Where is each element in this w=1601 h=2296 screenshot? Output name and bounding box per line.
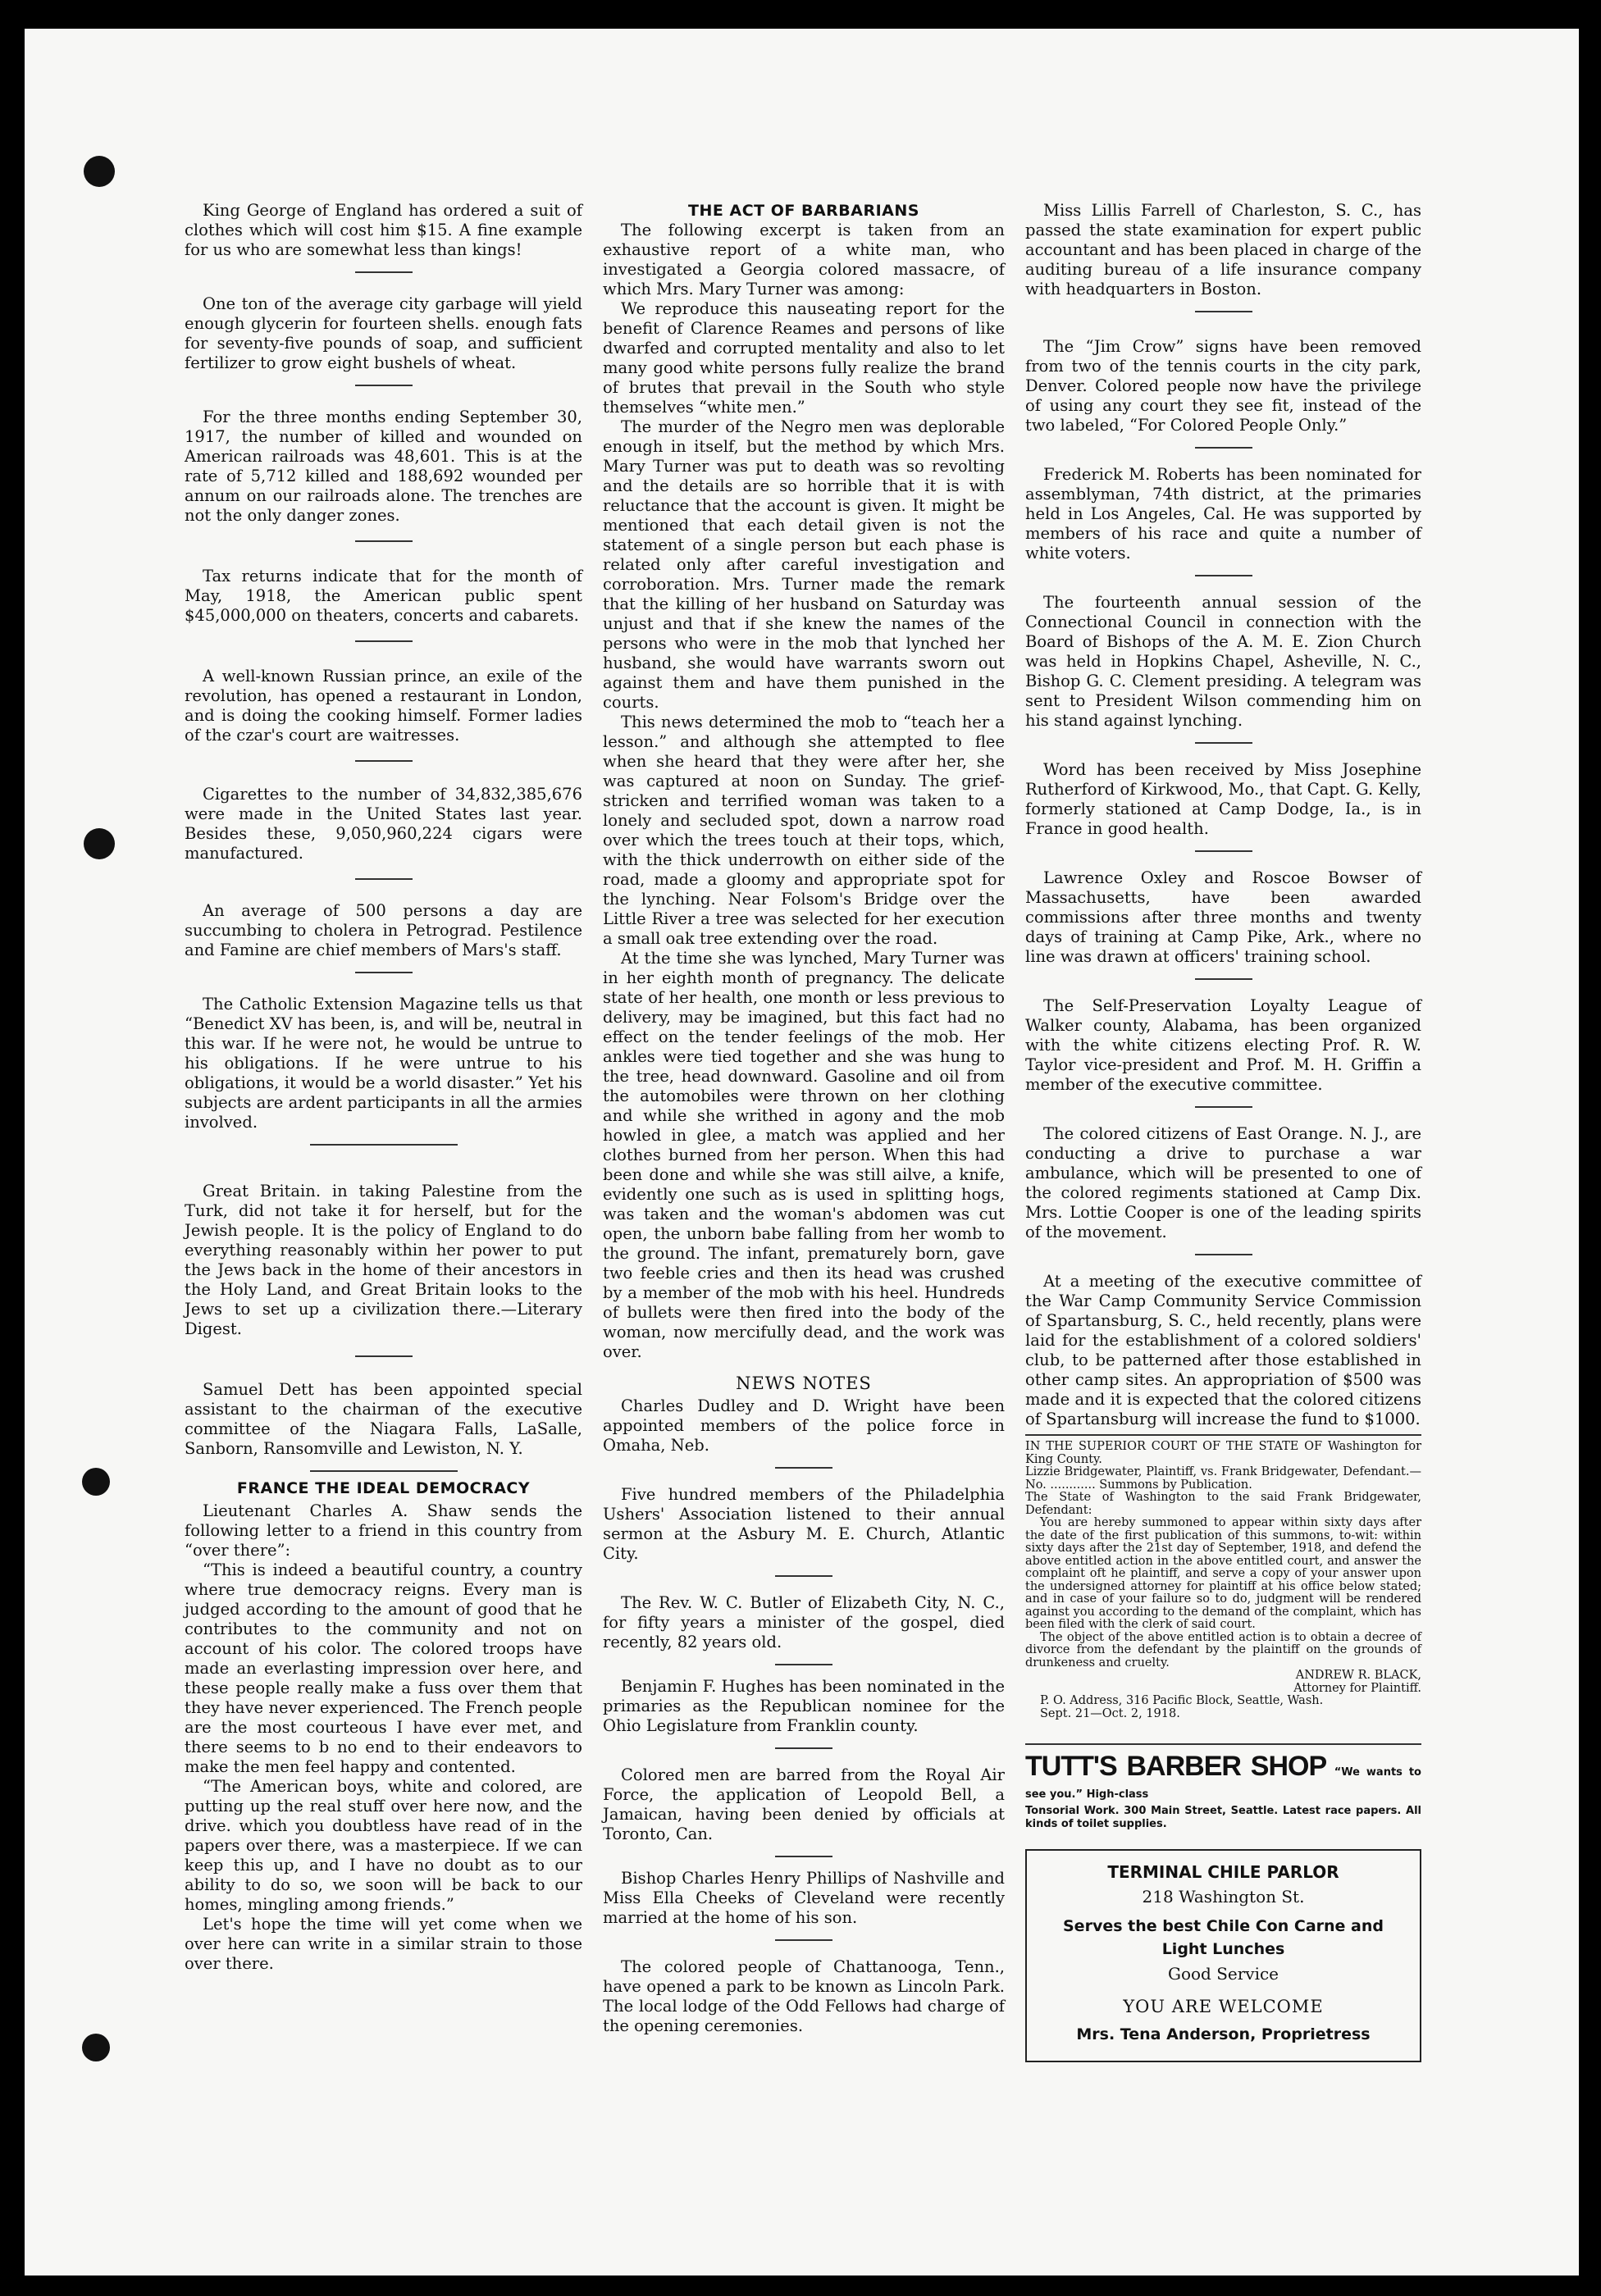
punch-hole bbox=[82, 1468, 110, 1496]
column-left bbox=[185, 201, 582, 1974]
news-item: Colored men are barred from the Royal Air Force, the application of Leopold Bell, a Jamaican, having been denied by officials at Toronto, Can. bbox=[603, 1765, 1005, 1843]
divider bbox=[355, 540, 413, 542]
article: Miss Lillis Farrell of Charleston, S. C., has passed the state examination for expert public accountant and has been placed in charge of the auditing bureau of a life insurance company with headquarters in Boston. bbox=[1025, 201, 1421, 298]
column-right bbox=[1025, 201, 1421, 2062]
divider bbox=[355, 760, 413, 762]
divider bbox=[1195, 850, 1252, 852]
divider bbox=[1195, 742, 1252, 744]
punch-hole bbox=[82, 2034, 110, 2061]
article-barbarians: The following excerpt is taken from an exhaustive report of a white man, who investigated a Georgia colored massacre, of which Mrs. Mary Turner was among: We reproduce this nauseating report for the benefit of Clarence Reames and persons of like dwarfed and corrupted mentality and also to let many good white persons fully realize the brand of brutes that prevail in the South who style themselves “white men.” The murder of the Negro men was deplorable enough in itself, but the method by which Mrs. Mary Turner was put to death was so revolting and the details are so horrible that it is with reluctance that the account is given. It might be mentioned that each detail given is not the statement of a single person but each phase is related only after careful investigation and corroboration. Mrs. Turner made the remark that the killing of her husband on Saturday was unjust and that if she knew the names of the persons who were in the mob that lynched her husband, she would have warrants sworn out against them and have them punished in the courts. This news determined the mob to “teach her a lesson.” and although she attempted to flee when she heard that they were after her, she was captured at noon on Sunday. The grief-stricken and terrified woman was taken to a lonely and secluded spot, down a narrow road over which the trees touch at their tops, which, with the thick underrowth on either side of the road, made a gloomy and appropriate spot for the lynching. Near Folsom's Bridge over the Little River a tree was selected for her execution a small oak tree extending over the road. At the time she was lynched, Mary Turner was in her eighth month of pregnancy. The delicate state of her health, one month or less previous to delivery, may be imagined, but this fact had no effect on the tender feelings of the mob. Her ankles were tied together and she was hung to the tree, head downward. Gasoline and oil from the automobiles were thrown on her clothing and while she writhed in agony and the mob howled in glee, a match was applied and her clothes burned from her person. When this had been done and while she was still ailve, a knife, evidently one such as is used in splitting hogs, was taken and the woman's abdomen was cut open, the unborn babe falling from her womb to the ground. The infant, prematurely born, gave two feeble cries and then its head was crushed by a member of the mob with his heel. Hundreds of bullets were then fired into the body of the woman, now mercifully dead, and the work was over. bbox=[603, 221, 1005, 1361]
divider bbox=[1195, 447, 1252, 449]
divider bbox=[775, 1467, 832, 1469]
divider bbox=[355, 878, 413, 880]
ad-service: Good Service bbox=[1167, 1964, 1279, 1984]
divider bbox=[775, 1575, 832, 1577]
divider bbox=[355, 1355, 413, 1357]
ad-line: Serves the best Chile Con Carne and bbox=[1063, 1917, 1384, 1935]
ad-address: 218 Washington St. bbox=[1142, 1887, 1305, 1906]
article: Frederick M. Roberts has been nominated for assemblyman, 74th district, at the primaries held in Los Angeles, Cal. He was supported by members of his race and quite a number of white voters. bbox=[1025, 465, 1421, 563]
headline-barbarians: THE ACT OF BARBARIANS bbox=[688, 202, 919, 220]
article: An average of 500 persons a day are succumbing to cholera in Petrograd. Pestilence and Famine are chief members of Mars's staff. bbox=[185, 901, 582, 959]
divider bbox=[775, 1664, 832, 1665]
ad-title: TERMINAL CHILE PARLOR bbox=[1107, 1862, 1339, 1882]
article-france: Lieutenant Charles A. Shaw sends the following letter to a friend in this country from “over there”: “This is indeed a beautiful country, a country where true democracy reigns. Every man is judged according to the amount of good that he contributes to the community and not on account of his color. The colored troops have made an everlasting impression over here, and these people really make a fuss over them that they have never experienced. The French people are the most courteous I have ever met, and there seems to b no end to their endeavors to make the men feel happy and contented. “The American boys, white and colored, are putting up the real stuff over here now, and the drive. which you doubtless have read of in the papers over there, was a masterpiece. If we can keep this up, and I have no doubt as to our ability to do so, we soon will be back to our homes, mingling among friends.” Let's hope the time will yet come when we over here can write in a similar strain to those over there. bbox=[185, 1501, 582, 1973]
article: Samuel Dett has been appointed special assistant to the chairman of the executive committee of the Niagara Falls, LaSalle, Sanborn, Ransomville and Lewiston, N. Y. bbox=[185, 1380, 582, 1458]
article: The colored citizens of East Orange. N. J., are conducting a drive to purchase a war ambulance, which will be presented to one of the colored regiments stationed at Camp Dix. Mrs. Lottie Cooper is one of the leading spirits of the movement. bbox=[1025, 1124, 1421, 1241]
news-item: The colored people of Chattanooga, Tenn., have opened a park to be known as Lincoln Park. The local lodge of the Odd Fellows had charge of the opening ceremonies. bbox=[603, 1957, 1005, 2035]
divider bbox=[355, 972, 413, 973]
barber-shop-tagline: “We wants to see you.” High-class bbox=[1025, 1766, 1421, 1801]
article: A well-known Russian prince, an exile of the revolution, has opened a restaurant in London, and is doing the cooking himself. Former ladies of the czar's court are waitresses. bbox=[185, 667, 582, 745]
news-item: The Rev. W. C. Butler of Elizabeth City, N. C., for fifty years a minister of the gospel, died recently, 82 years old. bbox=[603, 1593, 1005, 1651]
divider bbox=[310, 1470, 458, 1472]
article: Lawrence Oxley and Roscoe Bowser of Massachusetts, have been awarded commissions after three months and twenty days of training at Camp Pike, Ark., where no line was drawn at officers' training school. bbox=[1025, 868, 1421, 966]
news-item: Bishop Charles Henry Phillips of Nashville and Miss Ella Cheeks of Cleveland were recently married at the home of his son. bbox=[603, 1869, 1005, 1927]
article: The “Jim Crow” signs have been removed from two of the tennis courts in the city park, Denver. Colored people now have the privilege of using any court they see fit, instead of the two labeled, “For Colored People Only.” bbox=[1025, 337, 1421, 435]
news-notes-heading: NEWS NOTES bbox=[736, 1374, 872, 1393]
article: The fourteenth annual session of the Connectional Council in connection with the Board of Bishops of the A. M. E. Zion Church was held in Hopkins Chapel, Asheville, N. C., Bishop G. C. Clement presiding. A telegram was sent to President Wilson commending him on his stand against lynching. bbox=[1025, 593, 1421, 730]
divider bbox=[1195, 978, 1252, 980]
divider bbox=[1195, 1254, 1252, 1255]
divider bbox=[310, 1144, 458, 1146]
divider bbox=[355, 385, 413, 386]
newspaper-page bbox=[25, 29, 1579, 2276]
chile-parlor-ad bbox=[1025, 1849, 1421, 2062]
article: One ton of the average city garbage will yield enough glycerin for fourteen shells. enough fats for seventy-five pounds of soap, and sufficient fertilizer to grow eight bushels of wheat. bbox=[185, 294, 582, 372]
barber-shop-ad bbox=[1025, 1743, 1421, 1831]
ad-line: Light Lunches bbox=[1161, 1940, 1285, 1958]
article: The Catholic Extension Magazine tells us that “Benedict XV has been, is, and will be, neutral in this war. If he were not, he would be untrue to his obligations. If he were untrue to his obligations, it would be a world disaster.” Yet his subjects are ardent participants in all the armies involved. bbox=[185, 995, 582, 1132]
divider bbox=[775, 1856, 832, 1857]
article: Great Britain. in taking Palestine from the Turk, did not take it for herself, but for the Jewish people. It is the policy of England to do everything reasonably within her power to put the Jews back in the home of their ancestors in the Holy Land, and Great Britain looks to the Jews to set up a civilization there.—Literary Digest. bbox=[185, 1182, 582, 1338]
article: For the three months ending September 30, 1917, the number of killed and wounded on American railroads was 48,601. This is at the rate of 5,712 killed and 188,692 wounded per annum on our railroads alone. The trenches are not the only danger zones. bbox=[185, 408, 582, 525]
article: Word has been received by Miss Josephine Rutherford of Kirkwood, Mo., that Capt. G. Kelly, formerly stationed at Camp Dodge, Ia., is in France in good health. bbox=[1025, 760, 1421, 838]
article: King George of England has ordered a suit of clothes which will cost him $15. A fine example for us who are somewhat less than kings! bbox=[185, 201, 582, 259]
ad-owner: Mrs. Tena Anderson, Proprietress bbox=[1076, 2025, 1371, 2043]
news-item: Five hundred members of the Philadelphia Ushers' Association listened to their annual sermon at the Asbury M. E. Church, Atlantic City. bbox=[603, 1485, 1005, 1563]
divider bbox=[775, 1747, 832, 1749]
divider bbox=[1195, 311, 1252, 312]
barber-shop-details: Tonsorial Work. 300 Main Street, Seattle. Latest race papers. All kinds of toilet supplies. bbox=[1025, 1805, 1421, 1830]
legal-notice: IN THE SUPERIOR COURT OF THE STATE OF Washington for King County. Lizzie Bridgewater, Plaintiff, vs. Frank Bridgewater, Defendant.—No. ............ Summons by Publication. The State of Washington to the said Frank Bridgewater, Defendant: You are hereby summoned to appear within sixty days after the date of the first publication of this summons, to-wit: within sixty days after the 21st day of September, 1918, and defend the above entitled action in the above entitled court, and answer the complaint oft he plaintiff, and serve a copy of your answer upon the undersigned attorney for plaintiff at his office below stated; and in case of your failure so to do, judgment will be rendered against you according to the demand of the complaint, which has been filed with the clerk of said court. The object of the above entitled action is to obtain a decree of divorce from the defendant by the plaintiff on the grounds of drunkeness and cruelty. ANDREW R. BLACK, Attorney for Plaintiff. P. O. Address, 316 Pacific Block, Seattle, Wash. Sept. 21—Oct. 2, 1918. bbox=[1025, 1434, 1421, 1720]
divider bbox=[775, 1939, 832, 1941]
column-center bbox=[603, 201, 1005, 2048]
news-item: Charles Dudley and D. Wright have been appointed members of the police force in Omaha, Neb. bbox=[603, 1396, 1005, 1455]
article: The Self-Preservation Loyalty League of Walker county, Alabama, has been organized with the white citizens electing Prof. R. W. Taylor vice-president and Prof. M. H. Griffin a member of the executive committee. bbox=[1025, 996, 1421, 1094]
news-item: Benjamin F. Hughes has been nominated in the primaries as the Republican nominee for the Ohio Legislature from Franklin county. bbox=[603, 1677, 1005, 1735]
punch-hole bbox=[84, 828, 115, 859]
article: Tax returns indicate that for the month of May, 1918, the American public spent $45,000,000 on theaters, concerts and cabarets. bbox=[185, 567, 582, 625]
divider bbox=[1195, 575, 1252, 576]
barber-shop-name: TUTT'S BARBER SHOP bbox=[1025, 1751, 1327, 1782]
headline-france: FRANCE THE IDEAL DEMOCRACY bbox=[236, 1479, 531, 1497]
divider bbox=[355, 640, 413, 642]
divider bbox=[1195, 1106, 1252, 1108]
article: At a meeting of the executive committee of the War Camp Community Service Commission of Spartansburg, S. C., held recently, plans were laid for the establishment of a colored soldiers' club, to be patterned after those established in other camp sites. An appropriation of $500 was made and it is expected that the colored citizens of Spartansburg will increase the fund to $1000. bbox=[1025, 1272, 1421, 1428]
ad-welcome: YOU ARE WELCOME bbox=[1123, 1997, 1324, 2016]
article: Cigarettes to the number of 34,832,385,676 were made in the United States last year. Besides these, 9,050,960,224 cigars were manufactured. bbox=[185, 785, 582, 863]
divider bbox=[355, 271, 413, 273]
punch-hole bbox=[84, 156, 115, 187]
